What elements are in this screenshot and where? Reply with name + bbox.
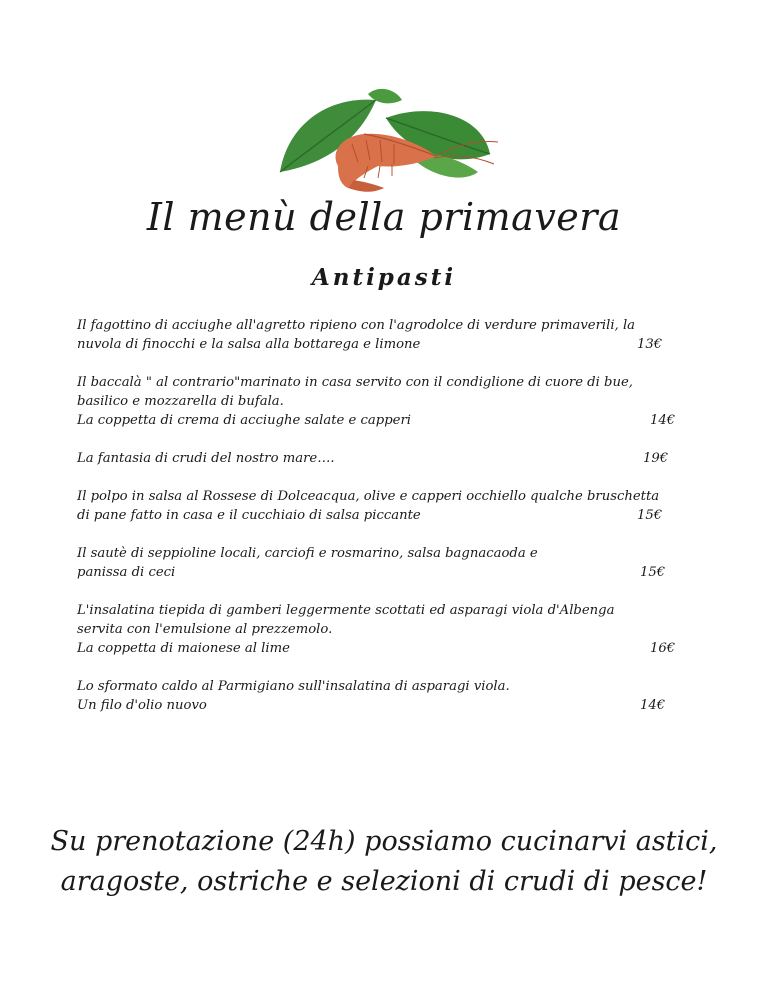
menu-item-text: panissa di ceci — [77, 565, 176, 580]
section-title: Antipasti — [311, 264, 457, 291]
menu-item-price: 15€ — [640, 565, 666, 580]
menu-item-line — [77, 335, 693, 354]
menu-item — [77, 373, 693, 430]
menu-item-line: Il sautè di seppioline locali, carciofi e rosmarino, salsa bagnacaoda e — [77, 546, 538, 561]
menu-item-text: Un filo d'olio nuovo — [77, 698, 207, 713]
menu-item-line — [77, 449, 693, 468]
basil-shrimp-icon — [268, 84, 504, 196]
menu-item-line — [77, 639, 693, 658]
menu-item — [77, 677, 693, 715]
menu-item — [77, 544, 693, 582]
menu-item-price: 13€ — [637, 337, 663, 352]
menu-item-price: 14€ — [650, 413, 676, 428]
menu-item — [77, 487, 693, 525]
menu-item-line: Il polpo in salsa al Rossese di Dolceacqua, olive e capperi occhiello qualche bruschetta — [77, 489, 660, 504]
menu-item-price: 15€ — [637, 508, 663, 523]
menu-item-line: Il baccalà " al contrario"marinato in casa servito con il condiglione di cuore di bue, — [77, 375, 633, 390]
footer-note — [0, 822, 768, 902]
menu-item-price: 19€ — [643, 451, 669, 466]
menu-item-line — [77, 696, 693, 715]
menu-item-text: La coppetta di maionese al lime — [77, 641, 290, 656]
menu-item-text: nuvola di finocchi e la salsa alla bottarega e limone — [77, 337, 421, 352]
menu-items — [77, 316, 693, 734]
menu-item-line: servita con l'emulsione al prezzemolo. — [77, 622, 333, 637]
menu-item — [77, 316, 693, 354]
menu-item-line — [77, 411, 693, 430]
page-title: Il menù della primavera — [146, 195, 622, 239]
menu-item — [77, 601, 693, 658]
menu-item-line: basilico e mozzarella di bufala. — [77, 394, 284, 409]
menu-item-line — [77, 506, 693, 525]
menu-item-text: La coppetta di crema di acciughe salate e capperi — [77, 413, 411, 428]
menu-item-line: L'insalatina tiepida di gamberi leggermente scottati ed asparagi viola d'Albenga — [77, 603, 615, 618]
menu-item-price: 16€ — [650, 641, 676, 656]
footer-line-2: aragoste, ostriche e selezioni di crudi di pesce! — [60, 866, 708, 897]
menu-item-text: La fantasia di crudi del nostro mare…. — [77, 451, 335, 466]
menu-item-line: Lo sformato caldo al Parmigiano sull'insalatina di asparagi viola. — [77, 679, 510, 694]
menu-item-line: Il fagottino di acciughe all'agretto ripieno con l'agrodolce di verdure primaverili, la — [77, 318, 636, 333]
menu-item-line — [77, 563, 693, 582]
footer-line-1: Su prenotazione (24h) possiamo cucinarvi astici, — [50, 826, 718, 857]
menu-item-price: 14€ — [640, 698, 666, 713]
menu-item-text: di pane fatto in casa e il cucchiaio di salsa piccante — [77, 508, 421, 523]
menu-item — [77, 449, 693, 468]
